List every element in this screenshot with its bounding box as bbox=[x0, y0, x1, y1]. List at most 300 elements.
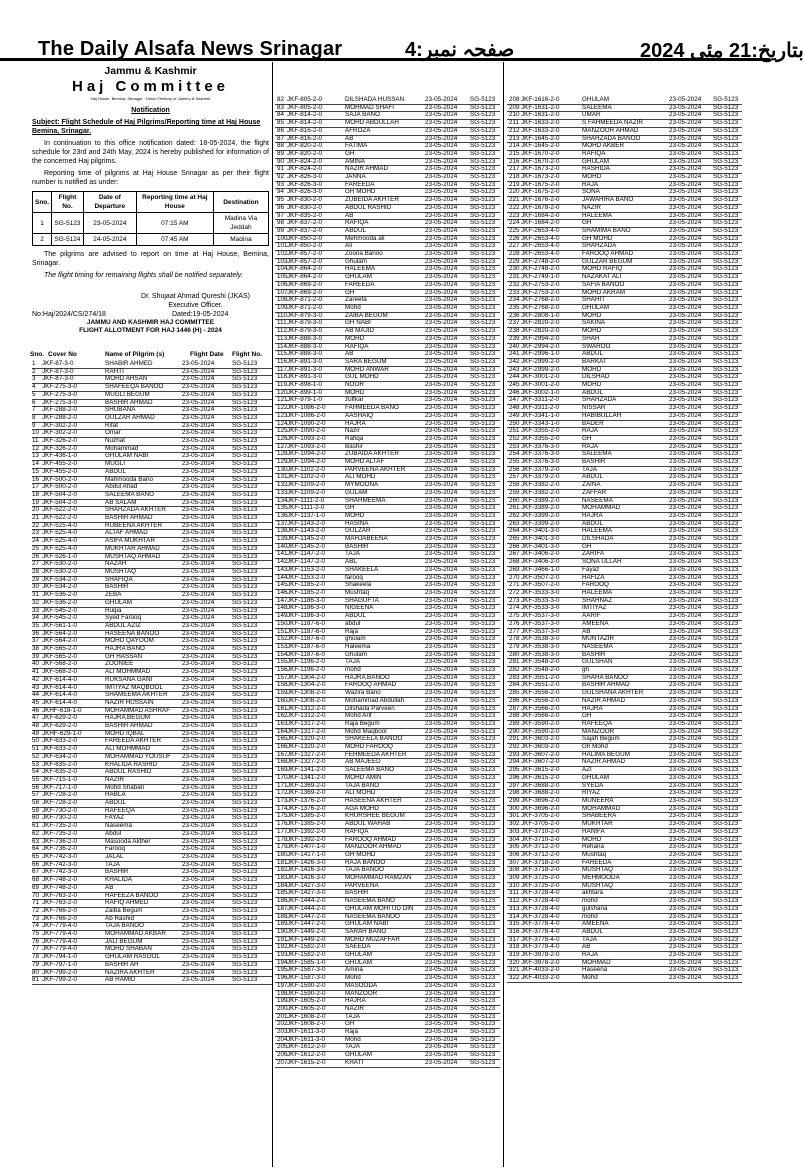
row-flight-date: 23-05-2024 bbox=[669, 165, 702, 173]
row-flight-date: 23-05-2024 bbox=[425, 427, 458, 435]
row-flight-date: 23-05-2024 bbox=[669, 134, 702, 142]
row-flight-no: SG-5123 bbox=[470, 612, 496, 620]
row-pilgrim-name: Mohd Arif bbox=[345, 712, 372, 720]
row-pilgrim-name: RAFEEQA bbox=[105, 806, 136, 814]
row-pilgrim-name: MUNTAZIR bbox=[582, 635, 615, 643]
row-flight-no: SG-5123 bbox=[470, 234, 496, 242]
row-cover-no: JKF-1605-2-0 bbox=[287, 1004, 326, 1012]
row-flight-no: SG-5123 bbox=[470, 974, 496, 982]
row-cover-no: JKF-3978-2-0 bbox=[521, 951, 560, 959]
row-cover-no: JKF-3566-2-0 bbox=[521, 712, 560, 720]
row-sno: 170 bbox=[277, 773, 288, 781]
row-sno: 135 bbox=[277, 504, 288, 512]
row-cover-no: JKF-2753-2-0 bbox=[521, 288, 560, 296]
row-flight-date: 23-05-2024 bbox=[425, 350, 458, 358]
row-flight-date: 23-05-2024 bbox=[669, 196, 702, 204]
row-pilgrim-name: GHULAM bbox=[582, 157, 609, 165]
row-pilgrim-name: SHAHNAZ bbox=[582, 596, 613, 604]
row-flight-date: 23-05-2024 bbox=[425, 211, 458, 219]
row-pilgrim-name: SHAHZADA bbox=[582, 396, 617, 404]
row-flight-no: SG-5123 bbox=[232, 398, 258, 406]
row-sno: 237 bbox=[509, 319, 520, 327]
row-cover-no: JKF-2808-1-0 bbox=[521, 311, 560, 319]
row-pilgrim-name: FAROOQ AHMAD bbox=[345, 835, 397, 843]
row-pilgrim-name: HANIFA bbox=[582, 827, 605, 835]
row-pilgrim-name: AMEENA bbox=[582, 619, 609, 627]
row-flight-date: 23-05-2024 bbox=[425, 157, 458, 165]
row-cover-no: JKF-1102-2-0 bbox=[287, 465, 326, 473]
row-flight-date: 23-05-2024 bbox=[669, 504, 702, 512]
row-flight-no: SG-5123 bbox=[470, 866, 496, 874]
row-pilgrim-name: ABL bbox=[345, 558, 357, 566]
row-sno: 313 bbox=[509, 904, 520, 912]
row-flight-no: SG-5123 bbox=[232, 930, 258, 938]
row-flight-no: SG-5123 bbox=[470, 327, 496, 335]
row-cover-no: JKF-1633-2-0 bbox=[521, 126, 560, 134]
row-pilgrim-name: MOHD bbox=[582, 311, 602, 319]
row-cover-no: JKF-891-3-0 bbox=[287, 357, 322, 365]
row-sno: 128 bbox=[277, 450, 288, 458]
row-flight-no: SG-5123 bbox=[470, 165, 496, 173]
row-flight-date: 23-05-2024 bbox=[669, 689, 702, 697]
row-pilgrim-name: MOHD FAROOQ bbox=[345, 743, 393, 751]
row-cover-no: JKF-3548-2-0 bbox=[521, 666, 560, 674]
row-sno: 189 bbox=[277, 920, 288, 928]
row-flight-date: 23-05-2024 bbox=[425, 681, 458, 689]
row-flight-no: SG-5123 bbox=[232, 475, 258, 483]
row-cover-no: JKF-629-2-0 bbox=[42, 714, 77, 722]
row-pilgrim-name: MUGLI bbox=[105, 460, 125, 468]
row-flight-no: SG-5123 bbox=[713, 897, 739, 905]
row-sno: 130 bbox=[277, 465, 288, 473]
row-cover-no: JKF-3615-2-0 bbox=[521, 773, 560, 781]
row-pilgrim-name: ALTAF AHMAD bbox=[105, 529, 148, 537]
row-flight-no: SG-5123 bbox=[470, 635, 496, 643]
row-sno: 175 bbox=[277, 812, 288, 820]
row-sno: 114 bbox=[277, 342, 288, 350]
row-flight-date: 23-05-2024 bbox=[669, 311, 702, 319]
row-sno: 54 bbox=[32, 768, 40, 776]
row-sno: 256 bbox=[509, 465, 520, 473]
row-sno: 165 bbox=[277, 735, 288, 743]
row-flight-no: SG-5123 bbox=[232, 606, 258, 614]
row-flight-date: 23-05-2024 bbox=[669, 427, 702, 435]
row-pilgrim-name: MASOODA bbox=[345, 981, 378, 989]
row-flight-no: SG-5123 bbox=[470, 966, 496, 974]
row-pilgrim-name: Bashir bbox=[345, 442, 363, 450]
row-sno: 205 bbox=[277, 1043, 288, 1051]
row-flight-date: 23-05-2024 bbox=[182, 452, 215, 460]
row-cover-no: JKF-1094-2-0 bbox=[287, 458, 326, 466]
row-sno: 179 bbox=[277, 843, 288, 851]
row-flight-date: 23-05-2024 bbox=[669, 904, 702, 912]
row-flight-date: 23-05-2024 bbox=[669, 743, 702, 751]
row-cover-no: JKF-805-2-0 bbox=[287, 103, 322, 111]
row-flight-date: 23-05-2024 bbox=[669, 288, 702, 296]
table-cell: SG-5124 bbox=[52, 234, 84, 246]
row-cover-no: JKF-1447-2-0 bbox=[287, 920, 326, 928]
row-sno: 258 bbox=[509, 481, 520, 489]
row-flight-no: SG-5123 bbox=[713, 789, 739, 797]
row-flight-date: 23-05-2024 bbox=[669, 573, 702, 581]
row-cover-no: JKF-891-3-0 bbox=[287, 365, 322, 373]
row-flight-date: 23-05-2024 bbox=[669, 142, 702, 150]
row-flight-date: 23-05-2024 bbox=[182, 868, 215, 876]
row-flight-no: SG-5123 bbox=[713, 419, 739, 427]
row-flight-date: 23-05-2024 bbox=[182, 883, 215, 891]
row-cover-no: JKF-504-2-0 bbox=[42, 490, 77, 498]
row-pilgrim-name: GHULAM bbox=[345, 951, 372, 959]
row-cover-no: JKF-1111-2-0 bbox=[287, 496, 325, 504]
row-flight-date: 23-05-2024 bbox=[669, 812, 702, 820]
row-flight-date: 23-05-2024 bbox=[425, 1058, 458, 1066]
row-flight-no: SG-5123 bbox=[713, 327, 739, 335]
row-flight-date: 23-05-2024 bbox=[182, 683, 215, 691]
row-sno: 249 bbox=[509, 411, 520, 419]
row-sno: 140 bbox=[277, 542, 288, 550]
row-sno: 18 bbox=[32, 490, 40, 498]
row-sno: 143 bbox=[277, 565, 288, 573]
row-pilgrim-name: SONA bbox=[582, 188, 600, 196]
row-sno: 84 bbox=[277, 111, 285, 119]
row-pilgrim-name: MOHD bbox=[582, 365, 602, 373]
row-sno: 298 bbox=[509, 789, 520, 797]
row-pilgrim-name: MUGLI BEGUM bbox=[105, 390, 150, 398]
row-flight-date: 23-05-2024 bbox=[425, 596, 458, 604]
row-sno: 71 bbox=[32, 899, 40, 907]
row-cover-no: JKF-3389-2-0 bbox=[521, 496, 560, 504]
row-flight-date: 23-05-2024 bbox=[669, 350, 702, 358]
row-flight-date: 23-05-2024 bbox=[425, 804, 458, 812]
row-sno: 312 bbox=[509, 897, 520, 905]
row-cover-no: JKF-1090-2-0 bbox=[287, 419, 326, 427]
row-flight-date: 23-05-2024 bbox=[669, 527, 702, 535]
row-flight-no: SG-5123 bbox=[232, 729, 258, 737]
row-flight-no: SG-5123 bbox=[713, 434, 739, 442]
row-pilgrim-name: Mehmooda ali bbox=[345, 234, 385, 242]
row-sno: 293 bbox=[509, 750, 520, 758]
row-sno: 233 bbox=[509, 288, 520, 296]
row-pilgrim-name: HAJRA BANOO bbox=[345, 673, 390, 681]
row-sno: 270 bbox=[509, 573, 520, 581]
row-cover-no: JKF-864-2-0 bbox=[287, 273, 322, 281]
row-sno: 322 bbox=[509, 974, 520, 982]
row-cover-no: JKF-3696-2-0 bbox=[521, 796, 560, 804]
row-flight-no: SG-5123 bbox=[713, 111, 739, 119]
row-flight-no: SG-5123 bbox=[470, 997, 496, 1005]
row-pilgrim-name: Shakeela bbox=[345, 581, 372, 589]
row-sno: 35 bbox=[32, 621, 40, 629]
row-flight-no: SG-5123 bbox=[470, 766, 496, 774]
row-cover-no: JKF-1185-2-0 bbox=[287, 581, 326, 589]
row-flight-no: SG-5123 bbox=[713, 666, 739, 674]
row-sno: 81 bbox=[32, 976, 40, 984]
row-flight-no: SG-5123 bbox=[713, 596, 739, 604]
row-flight-date: 23-05-2024 bbox=[425, 149, 458, 157]
row-flight-no: SG-5123 bbox=[713, 319, 739, 327]
row-flight-date: 23-05-2024 bbox=[182, 853, 215, 860]
row-flight-date: 23-05-2024 bbox=[669, 758, 702, 766]
row-cover-no: JKF-888-3-0 bbox=[287, 350, 322, 358]
row-pilgrim-name: AB HAMID bbox=[105, 976, 136, 984]
row-flight-no: SG-5123 bbox=[232, 722, 258, 730]
row-cover-no: JKF-837-2-0 bbox=[287, 219, 322, 227]
row-cover-no: JKF-3376-3-0 bbox=[521, 450, 560, 458]
row-sno: 66 bbox=[32, 860, 40, 868]
row-pilgrim-name: NOOR bbox=[345, 381, 364, 389]
row-cover-no: JKF-3002-1-0 bbox=[521, 388, 560, 396]
row-pilgrim-name: Haleema bbox=[345, 642, 371, 650]
row-flight-no: SG-5123 bbox=[232, 899, 258, 907]
row-pilgrim-name: MOHD bbox=[582, 173, 602, 181]
row-sno: 138 bbox=[277, 527, 288, 535]
row-pilgrim-name: MOHMAD SHAFI bbox=[345, 103, 394, 111]
row-flight-no: SG-5123 bbox=[713, 712, 739, 720]
row-cover-no: JKF-1317-2-0 bbox=[287, 727, 326, 735]
row-sno: 184 bbox=[277, 881, 288, 889]
pilgrim-list-column-1 bbox=[32, 361, 272, 985]
row-flight-no: SG-5123 bbox=[232, 860, 258, 868]
row-sno: 9 bbox=[32, 421, 36, 429]
row-flight-no: SG-5123 bbox=[470, 442, 496, 450]
row-pilgrim-name: MOHD bbox=[582, 381, 602, 389]
row-flight-no: SG-5123 bbox=[232, 452, 258, 460]
row-pilgrim-name: NASEEMA bbox=[582, 642, 613, 650]
row-cover-no: JKF-3389-2-0 bbox=[521, 504, 560, 512]
row-sno: 228 bbox=[509, 250, 520, 258]
row-pilgrim-name: BASHIR bbox=[105, 868, 129, 876]
row-pilgrim-name: MANZOOR bbox=[582, 727, 615, 735]
row-sno: 162 bbox=[277, 712, 288, 720]
row-cover-no: JKF-87-3-0 bbox=[42, 360, 74, 367]
row-flight-no: SG-5123 bbox=[470, 843, 496, 851]
row-flight-no: SG-5123 bbox=[713, 565, 739, 573]
table-cell: 23-05-2024 bbox=[83, 213, 136, 234]
row-sno: 266 bbox=[509, 542, 520, 550]
row-pilgrim-name: SONA ULLAH bbox=[582, 558, 622, 566]
row-cover-no: JKF-534-2-0 bbox=[42, 583, 77, 591]
row-pilgrim-name: Rafiqa bbox=[345, 434, 364, 442]
row-cover-no: JKF-614-4-0 bbox=[42, 691, 77, 699]
row-flight-no: SG-5123 bbox=[232, 760, 258, 768]
row-flight-date: 23-05-2024 bbox=[669, 242, 702, 250]
row-flight-no: SG-5123 bbox=[470, 142, 496, 150]
row-cover-no: JKF-742-3-0 bbox=[42, 860, 77, 868]
row-cover-no: JKF-3538-3-0 bbox=[521, 642, 560, 650]
row-sno: 244 bbox=[509, 373, 520, 381]
row-flight-no: SG-5123 bbox=[470, 858, 496, 866]
row-pilgrim-name: ALI MOHMMAD bbox=[105, 745, 151, 753]
row-cover-no: JKF-1449-2-0 bbox=[287, 927, 326, 935]
row-flight-date: 23-05-2024 bbox=[182, 360, 215, 367]
row-sno: 311 bbox=[509, 889, 520, 897]
row-cover-no: JKF-1587-3-0 bbox=[287, 974, 326, 982]
row-sno: 107 bbox=[277, 288, 288, 296]
row-flight-date: 23-05-2024 bbox=[425, 642, 458, 650]
row-sno: 231 bbox=[509, 273, 520, 281]
row-cover-no: JKF-1616-2-0 bbox=[521, 96, 560, 103]
row-flight-no: SG-5123 bbox=[713, 781, 739, 789]
row-flight-date: 23-05-2024 bbox=[182, 860, 215, 868]
row-flight-no: SG-5123 bbox=[713, 103, 739, 111]
row-sno: 180 bbox=[277, 850, 288, 858]
row-flight-date: 23-05-2024 bbox=[182, 621, 215, 629]
row-flight-date: 23-05-2024 bbox=[425, 689, 458, 697]
row-cover-no: JKF-3537-3-0 bbox=[521, 619, 560, 627]
row-flight-no: SG-5123 bbox=[232, 360, 258, 367]
row-pilgrim-name: MANZOOR AHMAD bbox=[345, 843, 402, 851]
row-pilgrim-name: MOHD RAFIQ bbox=[582, 265, 623, 273]
row-flight-date: 23-05-2024 bbox=[669, 889, 702, 897]
row-flight-no: SG-5123 bbox=[713, 812, 739, 820]
row-cover-no: JKF-500-2-0 bbox=[42, 475, 77, 483]
row-flight-date: 23-05-2024 bbox=[425, 712, 458, 720]
row-flight-no: SG-5123 bbox=[232, 429, 258, 437]
row-sno: 242 bbox=[509, 357, 520, 365]
row-pilgrim-name: GHULAM bbox=[345, 1051, 372, 1059]
row-sno: 294 bbox=[509, 758, 520, 766]
row-sno: 29 bbox=[32, 575, 40, 583]
row-flight-date: 23-05-2024 bbox=[669, 511, 702, 519]
row-pilgrim-name: Naseema bbox=[105, 822, 132, 830]
row-flight-no: SG-5123 bbox=[470, 458, 496, 466]
row-pilgrim-name: GHULAM bbox=[582, 303, 609, 311]
row-cover-no: JKF-879-3-0 bbox=[287, 319, 322, 327]
row-pilgrim-name: gulshana bbox=[582, 904, 608, 912]
row-pilgrim-name: RAFIQA bbox=[345, 342, 369, 350]
row-cover-no: JKF-1308-2-0 bbox=[287, 689, 326, 697]
row-flight-no: SG-5123 bbox=[470, 350, 496, 358]
row-flight-no: SG-5123 bbox=[470, 365, 496, 373]
row-sno: 83 bbox=[277, 103, 285, 111]
row-flight-no: SG-5123 bbox=[232, 775, 258, 783]
row-cover-no: JKF-3379-2-0 bbox=[521, 473, 560, 481]
row-flight-date: 23-05-2024 bbox=[669, 766, 702, 774]
row-sno: 65 bbox=[32, 853, 40, 860]
row-cover-no: JKF-1376-2-0 bbox=[287, 804, 326, 812]
row-pilgrim-name: mohd bbox=[582, 897, 598, 905]
row-flight-no: SG-5123 bbox=[232, 591, 258, 599]
row-flight-no: SG-5123 bbox=[470, 881, 496, 889]
row-cover-no: JKF-3607-2-0 bbox=[521, 750, 560, 758]
table-row bbox=[33, 213, 269, 234]
row-sno: 223 bbox=[509, 211, 520, 219]
row-flight-no: SG-5123 bbox=[713, 242, 739, 250]
row-cover-no: JKF-871-2-0 bbox=[287, 303, 322, 311]
row-flight-no: SG-5123 bbox=[232, 645, 258, 653]
row-flight-no: SG-5123 bbox=[470, 897, 496, 905]
row-flight-no: SG-5123 bbox=[713, 458, 739, 466]
row-pilgrim-name: MOHD bbox=[582, 835, 602, 843]
row-sno: 259 bbox=[509, 488, 520, 496]
row-sno: 182 bbox=[277, 866, 288, 874]
row-cover-no: JKF-850-2-0 bbox=[287, 234, 322, 242]
row-flight-no: SG-5123 bbox=[713, 619, 739, 627]
row-flight-no: SG-5123 bbox=[470, 357, 496, 365]
row-pilgrim-name: GH bbox=[582, 219, 592, 227]
row-cover-no: JKF-1320-2-0 bbox=[287, 735, 326, 743]
row-sno: 252 bbox=[509, 434, 520, 442]
row-flight-no: SG-5123 bbox=[713, 904, 739, 912]
row-cover-no: JKF-1341-2-0 bbox=[287, 773, 326, 781]
row-pilgrim-name: ZAFFAR bbox=[582, 488, 607, 496]
row-flight-no: SG-5123 bbox=[470, 827, 496, 835]
row-sno: 153 bbox=[277, 642, 288, 650]
row-pilgrim-name: FAYAZ bbox=[105, 814, 125, 822]
row-flight-no: SG-5123 bbox=[470, 196, 496, 204]
row-flight-date: 23-05-2024 bbox=[425, 488, 458, 496]
row-flight-no: SG-5123 bbox=[232, 868, 258, 876]
row-flight-no: SG-5123 bbox=[713, 542, 739, 550]
row-cover-no: JKF-3379-2-0 bbox=[521, 465, 560, 473]
notice-paragraph: In continuation to this office notification dated: 18-05-2024, the flight schedule for 23rd and 24th May, 2024 is hereby published for information of the concerned Haj pilgrims. bbox=[32, 140, 269, 165]
row-flight-date: 23-05-2024 bbox=[669, 519, 702, 527]
row-flight-no: SG-5123 bbox=[713, 296, 739, 304]
row-pilgrim-name: AB MAJEED bbox=[345, 758, 381, 766]
row-pilgrim-name: RUBEENA AKHTER bbox=[105, 521, 163, 529]
row-pilgrim-name: MOHAMMAD RAMZAN bbox=[345, 874, 412, 882]
row-sno: 117 bbox=[277, 365, 288, 373]
row-flight-date: 23-05-2024 bbox=[425, 404, 458, 412]
row-flight-no: SG-5123 bbox=[713, 974, 739, 982]
row-pilgrim-name: MYMOONA bbox=[345, 481, 379, 489]
row-flight-date: 23-05-2024 bbox=[182, 737, 215, 745]
row-cover-no: JKF-1327-2-0 bbox=[287, 750, 326, 758]
row-cover-no: JKF-3728-4-0 bbox=[521, 912, 560, 920]
row-cover-no: JKF-799-2-0 bbox=[42, 976, 77, 984]
row-cover-no: JKF-3382-2-0 bbox=[521, 488, 560, 496]
row-cover-no: JKF-1582-2-0 bbox=[287, 943, 326, 951]
row-cover-no: JKF-565-2-0 bbox=[42, 645, 77, 653]
row-flight-no: SG-5123 bbox=[232, 945, 258, 953]
row-flight-no: SG-5123 bbox=[713, 280, 739, 288]
row-sno: 218 bbox=[509, 173, 520, 181]
row-sno: 11 bbox=[32, 437, 39, 445]
row-cover-no: JKF-3537-3-0 bbox=[521, 612, 560, 620]
row-cover-no: JKF-816-2-0 bbox=[287, 126, 322, 134]
row-sno: 58 bbox=[32, 799, 40, 807]
row-cover-no: JKF-3778-4-0 bbox=[521, 943, 560, 951]
row-cover-no: JKF-1308-2-0 bbox=[287, 696, 326, 704]
row-flight-date: 23-05-2024 bbox=[425, 458, 458, 466]
row-pilgrim-name: SALEEMA bbox=[582, 450, 612, 458]
row-pilgrim-name: MUSHTAQ bbox=[582, 866, 614, 874]
row-pilgrim-name: HABLA bbox=[105, 791, 126, 799]
row-cover-no: JKF-3406-2-0 bbox=[521, 558, 560, 566]
row-cover-no: JKF-1090-2-0 bbox=[287, 427, 326, 435]
row-flight-date: 23-05-2024 bbox=[425, 273, 458, 281]
row-sno: 288 bbox=[509, 712, 520, 720]
row-pilgrim-name: Abdul bbox=[105, 829, 122, 837]
row-pilgrim-name: MOHD AHSAN bbox=[105, 375, 148, 383]
row-pilgrim-name: TAJA bbox=[345, 1012, 360, 1020]
row-flight-no: SG-5123 bbox=[470, 119, 496, 127]
row-flight-date: 23-05-2024 bbox=[425, 966, 458, 974]
row-sno: 221 bbox=[509, 196, 520, 204]
row-sno: 36 bbox=[32, 629, 40, 637]
row-sno: 321 bbox=[509, 966, 520, 974]
row-flight-date: 23-05-2024 bbox=[425, 334, 458, 342]
row-flight-no: SG-5123 bbox=[713, 696, 739, 704]
row-pilgrim-name: AB bbox=[345, 134, 354, 142]
row-flight-date: 23-05-2024 bbox=[425, 527, 458, 535]
row-flight-no: SG-5123 bbox=[713, 496, 739, 504]
row-flight-no: SG-5123 bbox=[713, 234, 739, 242]
row-pilgrim-name: JAWAHIRA BANO bbox=[582, 196, 634, 204]
row-cover-no: JKF-1645-2-0 bbox=[521, 142, 560, 150]
row-flight-date: 23-05-2024 bbox=[425, 858, 458, 866]
row-pilgrim-name: SHAMIMA BANO bbox=[582, 226, 631, 234]
